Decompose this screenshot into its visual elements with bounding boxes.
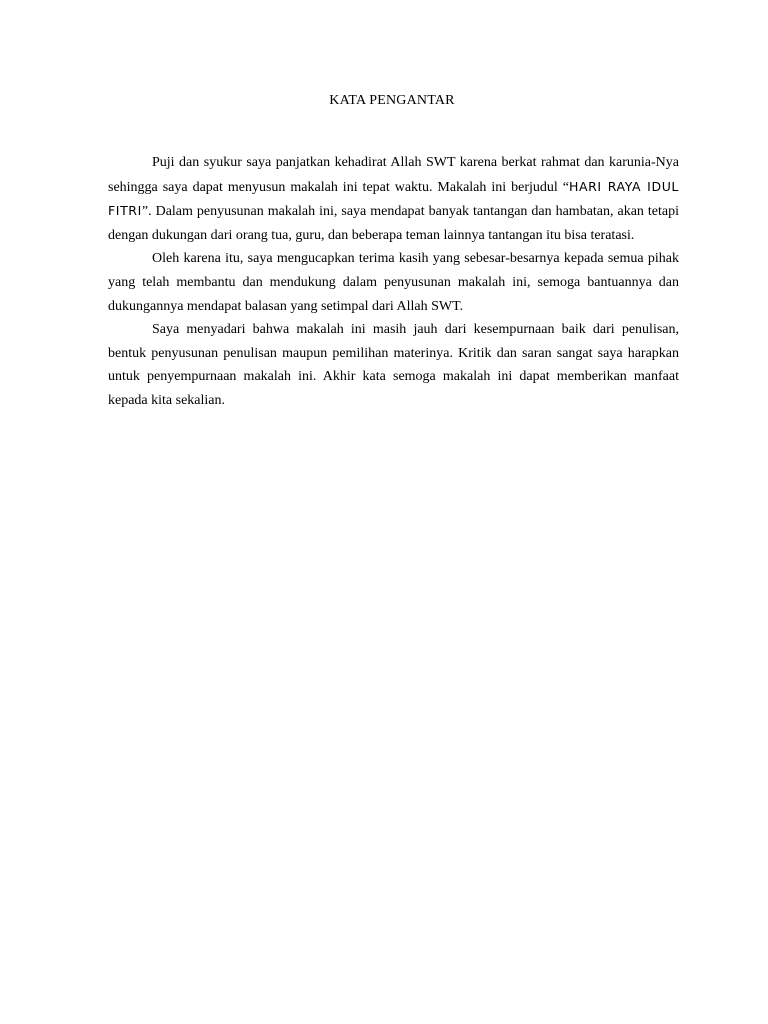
document-body [108, 151, 679, 413]
paragraph-1 [108, 151, 679, 247]
document-title: KATA PENGANTAR [329, 93, 455, 108]
paragraph-1-text-start: Puji dan syukur saya panjatkan kehadirat Allah SWT karena berkat rahmat dan karunia-Nya sehingga saya dapat menyusun makalah ini tepat waktu. Makalah ini berjudul “ [108, 155, 679, 195]
paragraph-3: Saya menyadari bahwa makalah ini masih jauh dari kesempurnaan baik dari penulisan, bentuk penyusunan penulisan maupun pemilihan materinya. Kritik dan saran sangat saya harapkan untuk penyempurnaan makalah ini. Akhir kata semoga makalah ini dapat memberikan manfaat kepada kita sekalian. [108, 322, 679, 408]
paper-title-reference: HARI RAYA IDUL FITRI [108, 178, 680, 219]
paragraph-1-text-end: ”. Dalam penyusunan makalah ini, saya mendapat banyak tantangan dan hambatan, akan tetapi dengan dukungan dari orang tua, guru, dan beberapa teman lainnya tantangan itu bisa teratasi. [108, 204, 679, 243]
paragraph-2: Oleh karena itu, saya mengucapkan terima kasih yang sebesar-besarnya kepada semua pihak yang telah membantu dan mendukung dalam penyusunan makalah ini, semoga bantuannya dan dukungannya mendapat balasan yang setimpal dari Allah SWT. [108, 251, 679, 314]
